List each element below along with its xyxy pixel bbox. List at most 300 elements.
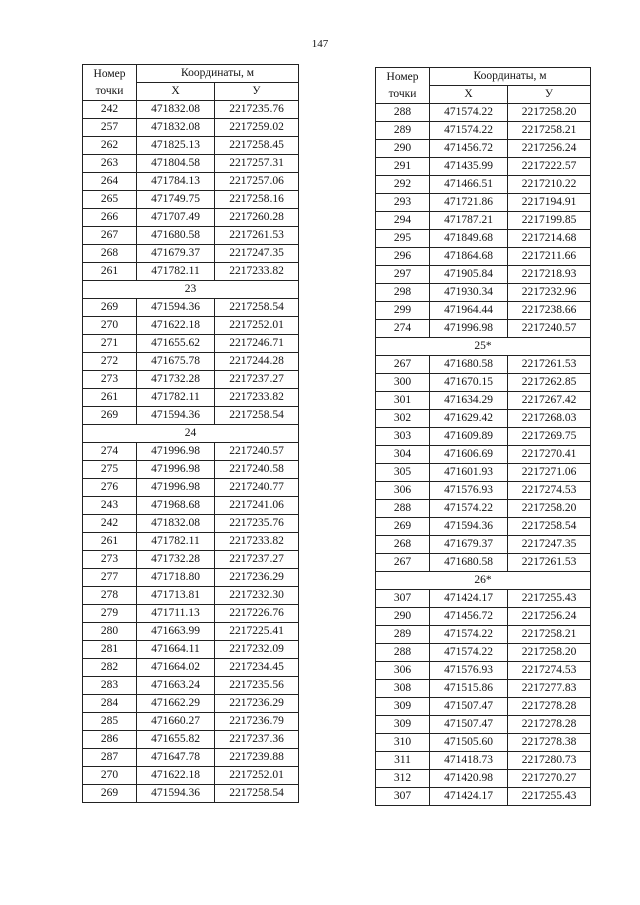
table-row (376, 104, 591, 122)
x-coordinate-cell: 471456.72 (430, 140, 508, 158)
y-coordinate-cell: 2217252.01 (215, 317, 299, 335)
table-row (83, 227, 299, 245)
y-coordinate-cell: 2217271.06 (508, 464, 591, 482)
table-row (376, 212, 591, 230)
x-coordinate-cell: 471574.22 (430, 644, 508, 662)
point-number-cell: 285 (83, 713, 137, 731)
point-number-cell: 269 (83, 785, 137, 803)
y-coordinate-cell: 2217259.02 (215, 119, 299, 137)
point-number-cell: 294 (376, 212, 430, 230)
section-label: 24 (83, 425, 299, 443)
point-number-cell: 301 (376, 392, 430, 410)
x-coordinate-cell: 471594.36 (137, 785, 215, 803)
x-coordinate-cell: 471664.02 (137, 659, 215, 677)
x-coordinate-cell: 471634.29 (430, 392, 508, 410)
header-y: У (508, 86, 591, 104)
y-coordinate-cell: 2217233.82 (215, 389, 299, 407)
x-coordinate-cell: 471664.11 (137, 641, 215, 659)
x-coordinate-cell: 471576.93 (430, 482, 508, 500)
point-number-cell: 299 (376, 302, 430, 320)
point-number-cell: 303 (376, 428, 430, 446)
x-coordinate-cell: 471574.22 (430, 626, 508, 644)
x-coordinate-cell: 471787.21 (430, 212, 508, 230)
x-coordinate-cell: 471968.68 (137, 497, 215, 515)
point-number-cell: 302 (376, 410, 430, 428)
y-coordinate-cell: 2217269.75 (508, 428, 591, 446)
y-coordinate-cell: 2217255.43 (508, 590, 591, 608)
y-coordinate-cell: 2217226.76 (215, 605, 299, 623)
point-number-cell: 307 (376, 788, 430, 806)
x-coordinate-cell: 471594.36 (137, 299, 215, 317)
point-number-cell: 297 (376, 266, 430, 284)
table-row (376, 608, 591, 626)
point-number-cell: 309 (376, 716, 430, 734)
y-coordinate-cell: 2217258.54 (215, 407, 299, 425)
point-number-cell: 269 (83, 299, 137, 317)
point-number-cell: 262 (83, 137, 137, 155)
point-number-cell: 295 (376, 230, 430, 248)
point-number-cell: 300 (376, 374, 430, 392)
point-number-cell: 276 (83, 479, 137, 497)
coordinates-table-left (82, 64, 299, 803)
point-number-cell: 267 (376, 356, 430, 374)
point-number-cell: 280 (83, 623, 137, 641)
table-row (83, 623, 299, 641)
x-coordinate-cell: 471622.18 (137, 767, 215, 785)
table-row (376, 518, 591, 536)
y-coordinate-cell: 2217237.27 (215, 551, 299, 569)
header-point-number (376, 68, 430, 104)
table-row (83, 659, 299, 677)
x-coordinate-cell: 471732.28 (137, 551, 215, 569)
table-row (83, 443, 299, 461)
table-row (83, 713, 299, 731)
x-coordinate-cell: 471832.08 (137, 515, 215, 533)
y-coordinate-cell: 2217252.01 (215, 767, 299, 785)
x-coordinate-cell: 471713.81 (137, 587, 215, 605)
x-coordinate-cell: 471804.58 (137, 155, 215, 173)
y-coordinate-cell: 2217218.93 (508, 266, 591, 284)
y-coordinate-cell: 2217240.58 (215, 461, 299, 479)
point-number-cell: 296 (376, 248, 430, 266)
y-coordinate-cell: 2217278.38 (508, 734, 591, 752)
table-row (376, 698, 591, 716)
point-number-cell: 290 (376, 140, 430, 158)
table-row (376, 482, 591, 500)
y-coordinate-cell: 2217268.03 (508, 410, 591, 428)
table-row (83, 749, 299, 767)
y-coordinate-cell: 2217244.28 (215, 353, 299, 371)
table-row (376, 302, 591, 320)
point-number-cell: 273 (83, 371, 137, 389)
header-point-line1: Номер (386, 70, 419, 83)
table-row (376, 590, 591, 608)
y-coordinate-cell: 2217257.06 (215, 173, 299, 191)
point-number-cell: 298 (376, 284, 430, 302)
x-coordinate-cell: 471749.75 (137, 191, 215, 209)
y-coordinate-cell: 2217258.21 (508, 122, 591, 140)
table-row (376, 392, 591, 410)
x-coordinate-cell: 471574.22 (430, 122, 508, 140)
point-number-cell: 242 (83, 101, 137, 119)
table-row (376, 122, 591, 140)
point-number-cell: 267 (376, 554, 430, 572)
header-point-line1: Номер (93, 67, 126, 80)
y-coordinate-cell: 2217256.24 (508, 140, 591, 158)
point-number-cell: 306 (376, 662, 430, 680)
x-coordinate-cell: 471420.98 (430, 770, 508, 788)
table-row (376, 266, 591, 284)
y-coordinate-cell: 2217237.36 (215, 731, 299, 749)
section-label: 26* (376, 572, 591, 590)
point-number-cell: 308 (376, 680, 430, 698)
table-row (83, 461, 299, 479)
x-coordinate-cell: 471424.17 (430, 788, 508, 806)
x-coordinate-cell: 471782.11 (137, 389, 215, 407)
x-coordinate-cell: 471622.18 (137, 317, 215, 335)
table-row (376, 410, 591, 428)
table-body-left (83, 101, 299, 803)
y-coordinate-cell: 2217194.91 (508, 194, 591, 212)
section-label: 25* (376, 338, 591, 356)
point-number-cell: 309 (376, 698, 430, 716)
x-coordinate-cell: 471825.13 (137, 137, 215, 155)
x-coordinate-cell: 471466.51 (430, 176, 508, 194)
point-number-cell: 268 (376, 536, 430, 554)
point-number-cell: 281 (83, 641, 137, 659)
table-row (376, 464, 591, 482)
y-coordinate-cell: 2217246.71 (215, 335, 299, 353)
x-coordinate-cell: 471424.17 (430, 590, 508, 608)
y-coordinate-cell: 2217241.06 (215, 497, 299, 515)
point-number-cell: 243 (83, 497, 137, 515)
table-row (376, 662, 591, 680)
y-coordinate-cell: 2217274.53 (508, 662, 591, 680)
table-row (83, 173, 299, 191)
x-coordinate-cell: 471707.49 (137, 209, 215, 227)
y-coordinate-cell: 2217267.42 (508, 392, 591, 410)
point-number-cell: 261 (83, 263, 137, 281)
table-row (83, 533, 299, 551)
x-coordinate-cell: 471996.98 (430, 320, 508, 338)
point-number-cell: 263 (83, 155, 137, 173)
y-coordinate-cell: 2217235.76 (215, 515, 299, 533)
table-row (376, 788, 591, 806)
x-coordinate-cell: 471675.78 (137, 353, 215, 371)
section-label: 23 (83, 281, 299, 299)
table-row (376, 194, 591, 212)
point-number-cell: 270 (83, 317, 137, 335)
table-row (83, 191, 299, 209)
y-coordinate-cell: 2217255.43 (508, 788, 591, 806)
x-coordinate-cell: 471435.99 (430, 158, 508, 176)
point-number-cell: 288 (376, 500, 430, 518)
y-coordinate-cell: 2217258.20 (508, 644, 591, 662)
point-number-cell: 274 (376, 320, 430, 338)
y-coordinate-cell: 2217258.54 (215, 299, 299, 317)
y-coordinate-cell: 2217239.88 (215, 749, 299, 767)
point-number-cell: 261 (83, 389, 137, 407)
point-number-cell: 268 (83, 245, 137, 263)
table-row (83, 317, 299, 335)
table-row (83, 119, 299, 137)
header-x: X (430, 86, 508, 104)
x-coordinate-cell: 471574.22 (430, 104, 508, 122)
point-number-cell: 312 (376, 770, 430, 788)
table-row (376, 230, 591, 248)
y-coordinate-cell: 2217262.85 (508, 374, 591, 392)
point-number-cell: 269 (83, 407, 137, 425)
x-coordinate-cell: 471507.47 (430, 716, 508, 734)
table-row (376, 428, 591, 446)
point-number-cell: 279 (83, 605, 137, 623)
x-coordinate-cell: 471930.34 (430, 284, 508, 302)
x-coordinate-cell: 471680.58 (430, 554, 508, 572)
y-coordinate-cell: 2217258.54 (508, 518, 591, 536)
table-row (83, 515, 299, 533)
table-row (376, 176, 591, 194)
table-row (83, 641, 299, 659)
y-coordinate-cell: 2217238.66 (508, 302, 591, 320)
table-row (376, 284, 591, 302)
y-coordinate-cell: 2217247.35 (215, 245, 299, 263)
point-number-cell: 305 (376, 464, 430, 482)
point-number-cell: 290 (376, 608, 430, 626)
table-row (376, 158, 591, 176)
header-y: У (215, 83, 299, 101)
table-row (376, 680, 591, 698)
x-coordinate-cell: 471996.98 (137, 479, 215, 497)
section-row (83, 281, 299, 299)
y-coordinate-cell: 2217233.82 (215, 263, 299, 281)
x-coordinate-cell: 471418.73 (430, 752, 508, 770)
y-coordinate-cell: 2217278.28 (508, 698, 591, 716)
y-coordinate-cell: 2217232.30 (215, 587, 299, 605)
point-number-cell: 269 (376, 518, 430, 536)
point-number-cell: 283 (83, 677, 137, 695)
y-coordinate-cell: 2217211.66 (508, 248, 591, 266)
y-coordinate-cell: 2217258.21 (508, 626, 591, 644)
y-coordinate-cell: 2217214.68 (508, 230, 591, 248)
table-row (83, 353, 299, 371)
x-coordinate-cell: 471606.69 (430, 446, 508, 464)
point-number-cell: 273 (83, 551, 137, 569)
table-row (376, 752, 591, 770)
table-row (376, 248, 591, 266)
x-coordinate-cell: 471732.28 (137, 371, 215, 389)
table-row (83, 101, 299, 119)
table-row (376, 356, 591, 374)
point-number-cell: 266 (83, 209, 137, 227)
point-number-cell: 291 (376, 158, 430, 176)
point-number-cell: 287 (83, 749, 137, 767)
table-row (376, 140, 591, 158)
y-coordinate-cell: 2217225.41 (215, 623, 299, 641)
y-coordinate-cell: 2217261.53 (508, 356, 591, 374)
y-coordinate-cell: 2217247.35 (508, 536, 591, 554)
y-coordinate-cell: 2217280.73 (508, 752, 591, 770)
point-number-cell: 274 (83, 443, 137, 461)
y-coordinate-cell: 2217258.20 (508, 500, 591, 518)
x-coordinate-cell: 471660.27 (137, 713, 215, 731)
x-coordinate-cell: 471680.58 (430, 356, 508, 374)
x-coordinate-cell: 471647.78 (137, 749, 215, 767)
point-number-cell: 306 (376, 482, 430, 500)
y-coordinate-cell: 2217240.77 (215, 479, 299, 497)
y-coordinate-cell: 2217277.83 (508, 680, 591, 698)
x-coordinate-cell: 471996.98 (137, 461, 215, 479)
header-x: X (137, 83, 215, 101)
x-coordinate-cell: 471515.86 (430, 680, 508, 698)
point-number-cell: 257 (83, 119, 137, 137)
x-coordinate-cell: 471996.98 (137, 443, 215, 461)
y-coordinate-cell: 2217258.45 (215, 137, 299, 155)
header-point-line2: точки (95, 84, 124, 97)
y-coordinate-cell: 2217260.28 (215, 209, 299, 227)
y-coordinate-cell: 2217258.16 (215, 191, 299, 209)
y-coordinate-cell: 2217257.31 (215, 155, 299, 173)
x-coordinate-cell: 471456.72 (430, 608, 508, 626)
table-row (83, 335, 299, 353)
x-coordinate-cell: 471663.99 (137, 623, 215, 641)
y-coordinate-cell: 2217240.57 (215, 443, 299, 461)
table-row (83, 479, 299, 497)
table-row (376, 626, 591, 644)
table-row (376, 554, 591, 572)
x-coordinate-cell: 471964.44 (430, 302, 508, 320)
x-coordinate-cell: 471864.68 (430, 248, 508, 266)
table-row (83, 605, 299, 623)
point-number-cell: 307 (376, 590, 430, 608)
table-row (376, 446, 591, 464)
point-number-cell: 289 (376, 122, 430, 140)
point-number-cell: 242 (83, 515, 137, 533)
x-coordinate-cell: 471609.89 (430, 428, 508, 446)
coordinates-table-right (375, 67, 591, 806)
point-number-cell: 275 (83, 461, 137, 479)
table-row (376, 320, 591, 338)
x-coordinate-cell: 471680.58 (137, 227, 215, 245)
table-row (83, 767, 299, 785)
y-coordinate-cell: 2217210.22 (508, 176, 591, 194)
table-row (83, 731, 299, 749)
table-row (83, 551, 299, 569)
table-row (83, 263, 299, 281)
point-number-cell: 270 (83, 767, 137, 785)
x-coordinate-cell: 471655.82 (137, 731, 215, 749)
header-point-number (83, 65, 137, 101)
table-row (83, 299, 299, 317)
table-row (83, 497, 299, 515)
x-coordinate-cell: 471679.37 (137, 245, 215, 263)
table-row (83, 137, 299, 155)
x-coordinate-cell: 471576.93 (430, 662, 508, 680)
point-number-cell: 288 (376, 644, 430, 662)
x-coordinate-cell: 471905.84 (430, 266, 508, 284)
table-row (83, 407, 299, 425)
table-row (83, 695, 299, 713)
point-number-cell: 311 (376, 752, 430, 770)
table-row (376, 734, 591, 752)
point-number-cell: 272 (83, 353, 137, 371)
y-coordinate-cell: 2217256.24 (508, 608, 591, 626)
x-coordinate-cell: 471832.08 (137, 101, 215, 119)
table-row (83, 677, 299, 695)
point-number-cell: 288 (376, 104, 430, 122)
point-number-cell: 261 (83, 533, 137, 551)
y-coordinate-cell: 2217237.27 (215, 371, 299, 389)
x-coordinate-cell: 471721.86 (430, 194, 508, 212)
x-coordinate-cell: 471718.80 (137, 569, 215, 587)
y-coordinate-cell: 2217240.57 (508, 320, 591, 338)
table-row (376, 374, 591, 392)
section-row (376, 572, 591, 590)
table-row (376, 716, 591, 734)
y-coordinate-cell: 2217232.09 (215, 641, 299, 659)
y-coordinate-cell: 2217199.85 (508, 212, 591, 230)
table-row (376, 644, 591, 662)
header-coordinates: Координаты, м (137, 65, 299, 83)
y-coordinate-cell: 2217232.96 (508, 284, 591, 302)
x-coordinate-cell: 471832.08 (137, 119, 215, 137)
x-coordinate-cell: 471663.24 (137, 677, 215, 695)
point-number-cell: 282 (83, 659, 137, 677)
x-coordinate-cell: 471782.11 (137, 263, 215, 281)
y-coordinate-cell: 2217235.56 (215, 677, 299, 695)
y-coordinate-cell: 2217236.79 (215, 713, 299, 731)
y-coordinate-cell: 2217261.53 (215, 227, 299, 245)
section-row (83, 425, 299, 443)
point-number-cell: 277 (83, 569, 137, 587)
y-coordinate-cell: 2217234.45 (215, 659, 299, 677)
x-coordinate-cell: 471784.13 (137, 173, 215, 191)
x-coordinate-cell: 471629.42 (430, 410, 508, 428)
table-row (83, 245, 299, 263)
point-number-cell: 264 (83, 173, 137, 191)
table-row (83, 587, 299, 605)
x-coordinate-cell: 471505.60 (430, 734, 508, 752)
x-coordinate-cell: 471711.13 (137, 605, 215, 623)
table-row (83, 785, 299, 803)
x-coordinate-cell: 471594.36 (137, 407, 215, 425)
y-coordinate-cell: 2217258.20 (508, 104, 591, 122)
header-point-line2: точки (388, 87, 417, 100)
x-coordinate-cell: 471655.62 (137, 335, 215, 353)
y-coordinate-cell: 2217270.27 (508, 770, 591, 788)
point-number-cell: 293 (376, 194, 430, 212)
table-row (83, 155, 299, 173)
point-number-cell: 278 (83, 587, 137, 605)
x-coordinate-cell: 471601.93 (430, 464, 508, 482)
y-coordinate-cell: 2217222.57 (508, 158, 591, 176)
point-number-cell: 292 (376, 176, 430, 194)
y-coordinate-cell: 2217233.82 (215, 533, 299, 551)
y-coordinate-cell: 2217258.54 (215, 785, 299, 803)
y-coordinate-cell: 2217235.76 (215, 101, 299, 119)
point-number-cell: 289 (376, 626, 430, 644)
point-number-cell: 265 (83, 191, 137, 209)
page-number: 147 (311, 38, 329, 50)
point-number-cell: 286 (83, 731, 137, 749)
x-coordinate-cell: 471782.11 (137, 533, 215, 551)
point-number-cell: 304 (376, 446, 430, 464)
table-row (376, 770, 591, 788)
y-coordinate-cell: 2217261.53 (508, 554, 591, 572)
x-coordinate-cell: 471594.36 (430, 518, 508, 536)
x-coordinate-cell: 471662.29 (137, 695, 215, 713)
point-number-cell: 271 (83, 335, 137, 353)
section-row (376, 338, 591, 356)
